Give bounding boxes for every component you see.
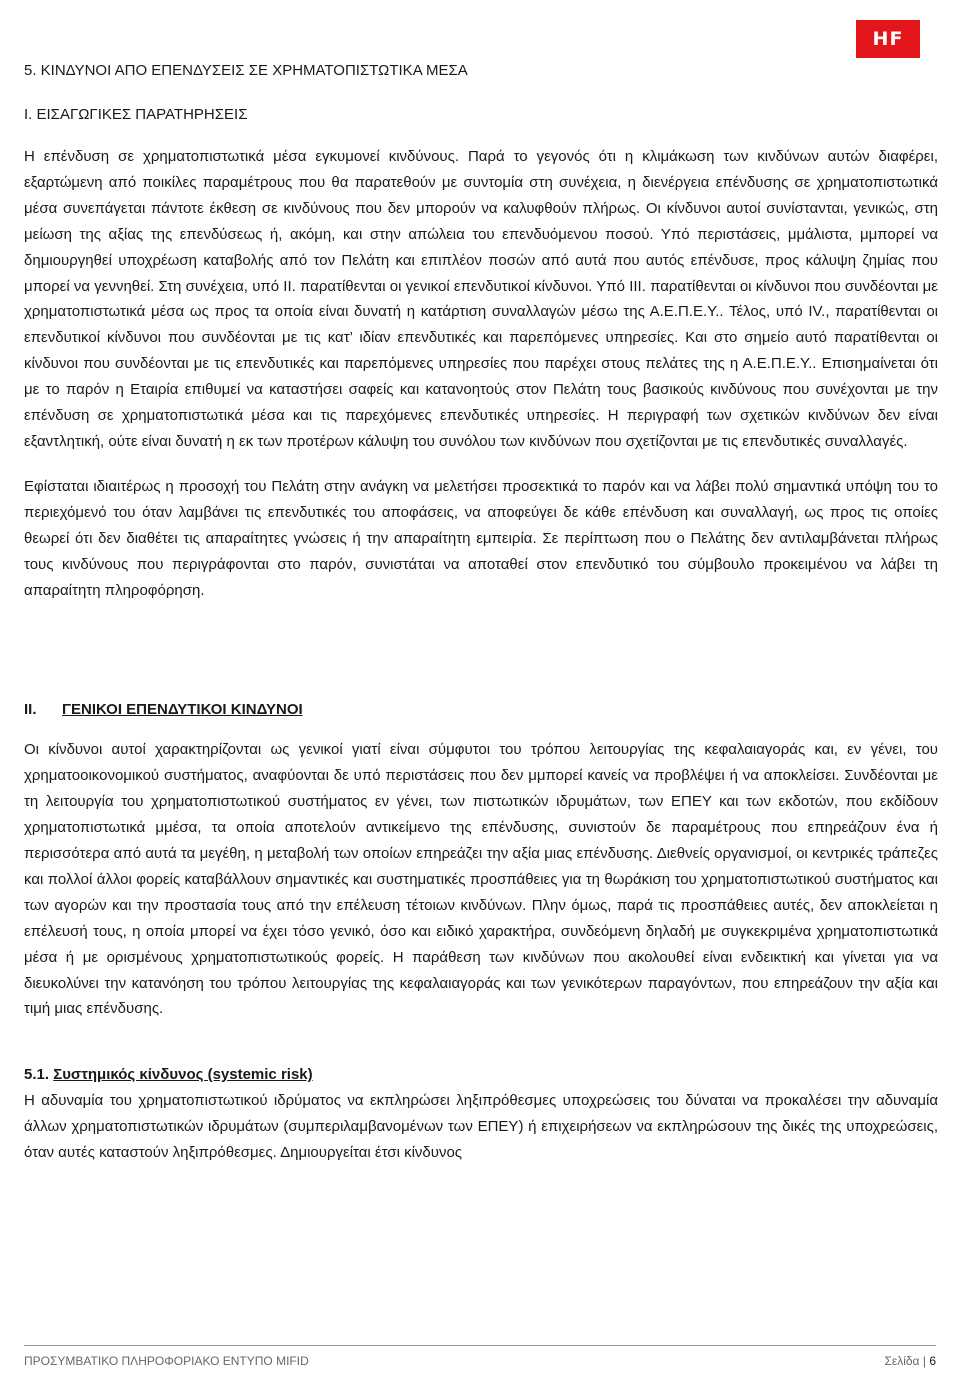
subsection-heading — [24, 1062, 938, 1088]
spacer — [24, 725, 938, 737]
section-2-title: ΓΕΝΙΚΟΙ ΕΠΕΝΔΥΤΙΚΟΙ ΚΙΝΔΥΝΟΙ — [62, 701, 303, 719]
subsection-title: Συστημικός κίνδυνος (systemic risk) — [53, 1066, 313, 1084]
footer-page-number: 6 — [929, 1354, 936, 1368]
intro-title: Ι. ΕΙΣΑΓΩΓΙΚΕΣ ΠΑΡΑΤΗΡΗΣΕΙΣ — [24, 106, 248, 123]
intro-paragraph-2: Εφίσταται ιδιαιτέρως η προσοχή του Πελάτη στην ανάγκη να μελετήσει προσεκτικά το παρόν και να λάβει πολύ σημαντικά υπόψη του το περιεχόμενό του όταν λαμβάνει τις επενδυτικές του αποφάσεις, να αποφεύγει δε κάθε επένδυση και συναλλαγή, ως προς τις οποίες θεωρεί ότι δεν διαθέτει τις απαραίτητες γνώσεις ή την απαραίτητη εμπειρία. Σε περίπτωση που ο Πελάτης δεν αντιλαμβάνεται πλήρως τους κινδύνους που περιγράφονται στο παρόν, συνιστάται να αποταθεί στον επενδυτικό του σύμβουλο προκειμένου να λάβει τη απαραίτητη πληροφόρηση. — [24, 477, 938, 599]
intro-paragraph-1: Η επένδυση σε χρηματοπιστωτικά μέσα εγκυμονεί κινδύνους. Παρά το γεγονός ότι η κλιμάκωση των κινδύνων αυτών διαφέρει, εξαρτώμενη από ποικίλες παραμέτρους που θα παρατεθούν με συντομία στη συνέχεια, η διενέργεια επένδυσης σε χρηματοπιστωτικά μέσα συνεπάγεται πάντοτε έκθεση σε κινδύνους που δεν μπορούν να καλυφθούν πλήρως. Οι κίνδυνοι αυτοί συνίστανται, γενικώς, στη μείωση της αξίας της επενδύσεως ή, ακόμη, και στην απώλεια του επενδυόμενου ποσού. Υπό περιστάσεις, μμάλιστα, μμπορεί να δημιουργηθεί υποχρέωση καταβολής από τον Πελάτη και επιπλέον ποσών από αυτά που αυτός επένδυσε, προς κάλυψη ζημίας που μπορεί να γεννηθεί. Στη συνέχεια, υπό ΙΙ. παρατίθενται οι γενικοί επενδυτικοί κίνδυνοι. Υπό ΙΙΙ. παρατίθενται οι κίνδυνοι που συνδέονται με χρηματοπιστωτικά μέσα ως προς τα οποία είναι δυνατή η κατάρτιση συναλλαγών μέσω της Α.Ε.Π.Ε.Υ.. Τέλος, υπό IV., παρατίθενται οι επενδυτικοί κίνδυνοι που συνδέονται με τις κατ’ ιδίαν επενδυτικές και παρεπόμενες υπηρεσίες. Και στο σημείο αυτό παρατίθενται οι κίνδυνοι που συνδέονται με τις επενδυτικές και παρεπόμενες υπηρεσίες που παρέχει στους πελάτες της η Α.Ε.Π.Ε.Υ.. Επισημαίνεται ότι με το παρόν η Εταιρία επιθυμεί να καταστήσει σαφείς και κατανοητούς στον Πελάτη τους βασικούς κινδύνους που συνέχονται με την επένδυση σε χρηματοπιστωτικά μέσα και τις παρεχόμενες επενδυτικές υπηρεσίες. Η περιγραφή των σχετικών κινδύνων δεν είναι εξαντλητική, ούτε είναι δυνατή η εκ των προτέρων κάλυψη του συνόλου των κινδύνων που σχετίζονται με τις επενδυτικές συναλλαγές. — [24, 148, 938, 450]
subsection-number: 5.1. — [24, 1066, 50, 1084]
footer-separator: | — [922, 1354, 926, 1368]
section-2-paragraph: Οι κίνδυνοι αυτοί χαρακτηρίζονται ως γενικοί γιατί είναι σύμφυτοι του τρόπου λειτουργίας της κεφαλαιαγοράς και, εν γένει, του χρηματοοικονομικού συστήματος, αναφύονται δε υπό περιστάσεις που δεν μμπορεί κανείς να προβλέψει ή να αποκλείσει. Συνδέονται με τη λειτουργία του χρηματοπιστωτικού συστήματος εν γένει, των πιστωτικών ιδρυμάτων, των ΕΠΕΥ και των εκδοτών, που εκδίδουν χρηματοπιστωτικά μμέσα, τα οποία αποτελούν αντικείμενο της επένδυσης, συνιστούν δε παραμέτρους που επηρεάζουν ένα ή περισσότερα από αυτά τα μεγέθη, η μεταβολή των οποίων επηρεάζει την αξία μιας επένδυσης. Διεθνείς οργανισμοί, οι κεντρικές τράπεζες και πολλοί άλλοι φορείς καταβάλλουν σημαντικές και συστηματικές προσπάθειες για τη θωράκιση του χρηματοπιστωτικού συστήματος και των αγορών και την προστασία τους από την επέλευση τέτοιων κινδύνων. Πλην όμως, παρά τις προσπάθειες αυτές, δεν αποκλείεται η επέλευσή τους, η οποία μπορεί να έχει τόσο γενικό, όσο και ειδικό χαρακτήρα, συνδεόμενη δηλαδή με συγκεκριμένα χρηματοπιστωτικά μέσα ή με ορισμένους χρηματοπιστωτικούς φορείς. Η παράθεση των κινδύνων που ακολουθεί είναι ενδεικτική και γίνεται για να διευκολύνει την κατανόηση του τρόπου λειτουργίας της κεφαλαιαγοράς και των γενικότερων παραγόντων, που επηρεάζουν την αξία και τιμή μιας επένδυσης. — [24, 741, 938, 1018]
spacer — [24, 603, 938, 695]
page-footer — [24, 1345, 936, 1368]
spacer — [24, 1022, 938, 1062]
subsection-paragraph: Η αδυναμία του χρηματοπιστωτικού ιδρύματος να εκπληρώσει ληξιπρόθεσμες υποχρεώσεις του δύναται να προκαλέσει την αδυναμία άλλων χρηματοπιστωτικών ιδρυμάτων (συμπεριλαμβανομένων των ΕΠΕΥ) ή επιχειρήσεων να εκπληρώσουν της δικές της υποχρεώσεις, όταν αυτές καταστούν ληξιπρόθεσμες. Δημιουργείται έτσι κίνδυνος — [24, 1092, 938, 1162]
footer-document-title: ΠΡΟΣΥΜΒΑΤΙΚΟ ΠΛΗΡΟΦΟΡΙΑΚΟ ΕΝΤΥΠΟ MIFID — [24, 1354, 309, 1368]
footer-page-label: Σελίδα — [884, 1354, 920, 1368]
document-body — [24, 56, 938, 1166]
section-title: 5. ΚΙΝΔΥΝΟΙ ΑΠΟ ΕΠΕΝΔΥΣΕΙΣ ΣΕ ΧΡΗΜΑΤΟΠΙΣΤΩΤΙΚΑ ΜΕΣΑ — [24, 62, 468, 79]
footer-page-info — [884, 1354, 936, 1368]
section-2-number: II. — [24, 701, 37, 719]
hf-logo: HF — [856, 20, 920, 58]
section-2-heading — [24, 695, 938, 725]
